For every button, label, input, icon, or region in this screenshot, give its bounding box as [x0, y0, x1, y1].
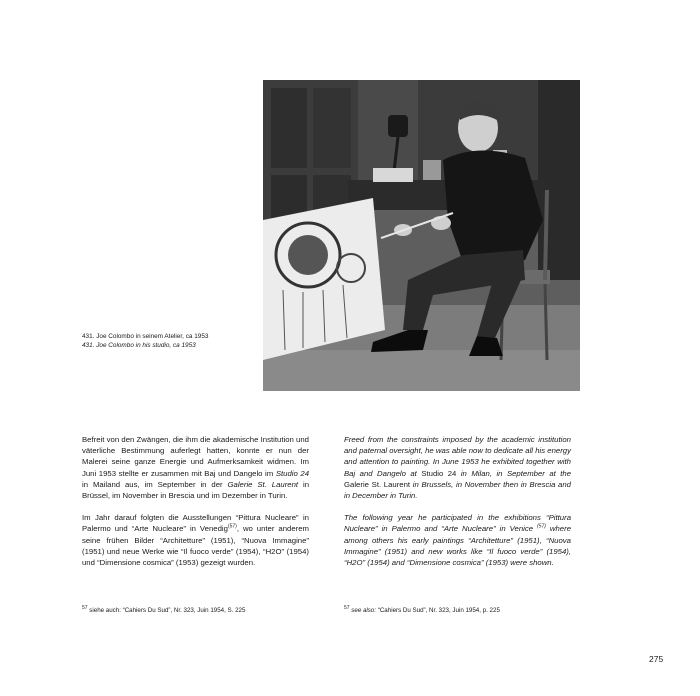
- caption-english: 431. Joe Colombo in his studio, ca 1953: [82, 341, 196, 349]
- footnote-number: 57: [344, 604, 350, 611]
- footnote-ref: (57): [537, 523, 546, 530]
- english-paragraph-1: [344, 434, 571, 501]
- photo-caption: [82, 333, 257, 351]
- text-run: where among others his early paintings “Architetture” (1951), “Nuova Immagine” (1951) and new works like “Il fuoco verde” (1954), “H2O” (1954) and “Dimensione cosmica” (1953) were shown.: [344, 524, 571, 568]
- italic-run: Studio 24: [275, 468, 310, 478]
- english-paragraph-2: [344, 512, 571, 568]
- footnote-text: siehe auch: “Cahiers Du Sud”, Nr. 323, Juin 1954, S. 225: [87, 607, 246, 614]
- photo-illustration: [263, 80, 580, 391]
- german-column: [82, 434, 309, 579]
- studio-photograph: [263, 80, 580, 391]
- text-run: Im Jahr darauf folgten die Ausstellungen “Pittura Nucleare” in Palermo und “Arte Nucleare” in Venedig: [82, 513, 309, 534]
- footnote-text: “Cahiers Du Sud”, Nr. 323, Juin 1954, p. 225: [377, 607, 500, 614]
- italic-run: Galerie St. Laurent: [227, 479, 299, 489]
- german-paragraph-2: [82, 512, 309, 568]
- footnote-ref: (57): [227, 523, 237, 530]
- footnote-text: see also:: [349, 607, 378, 614]
- text-run: in Mailand aus, im September in der: [82, 479, 228, 489]
- text-run: in Brussels, in November then in Brescia and in December in Turin.: [344, 479, 571, 501]
- text-run: in Milan, in September at the: [456, 468, 572, 478]
- upright-run: Galerie St. Laurent: [344, 479, 411, 489]
- text-run: in Brüssel, im November in Brescia und im Dezember in Turin.: [82, 479, 310, 501]
- upright-run: Studio 24: [421, 468, 457, 478]
- english-column: [344, 434, 571, 579]
- footnote-english: [344, 604, 500, 615]
- german-paragraph-1: [82, 434, 309, 501]
- text-run: Befreit von den Zwängen, die ihm die akademische Institution und väterliche Bestimmung auferlegt hatten, konnte er nun der Malerei seine ganze Energie und Aufmerksamkeit widmen. Im Juni 1953 stellte er zusammen mit Baj und Dangelo im: [82, 435, 309, 478]
- footnote-number: 57: [82, 604, 88, 611]
- text-run: Freed from the constraints imposed by the academic institution and paternal oversight, he was able now to dedicate all his energy and attention to painting. In June 1953 he exhibited together with Baj and Dangelo at: [344, 435, 571, 478]
- footnote-german: [82, 604, 246, 615]
- page-number: 275: [649, 654, 664, 664]
- text-run: , wo unter anderem seine frühen Bilder “Architetture” (1951), “Nuova Immagine” (1951) und neue Werke wie “Il fuoco verde” (1954), “H2O” (1954) und “Dimensione cosmica” (1953) gezeigt wurden.: [82, 524, 309, 568]
- caption-german: 431. Joe Colombo in seinem Atelier, ca 1953: [82, 333, 209, 340]
- text-run: The following year he participated in the exhibitions “Pittura Nucleare” in Palermo and “Arte Nucleare” in Venice: [344, 513, 571, 534]
